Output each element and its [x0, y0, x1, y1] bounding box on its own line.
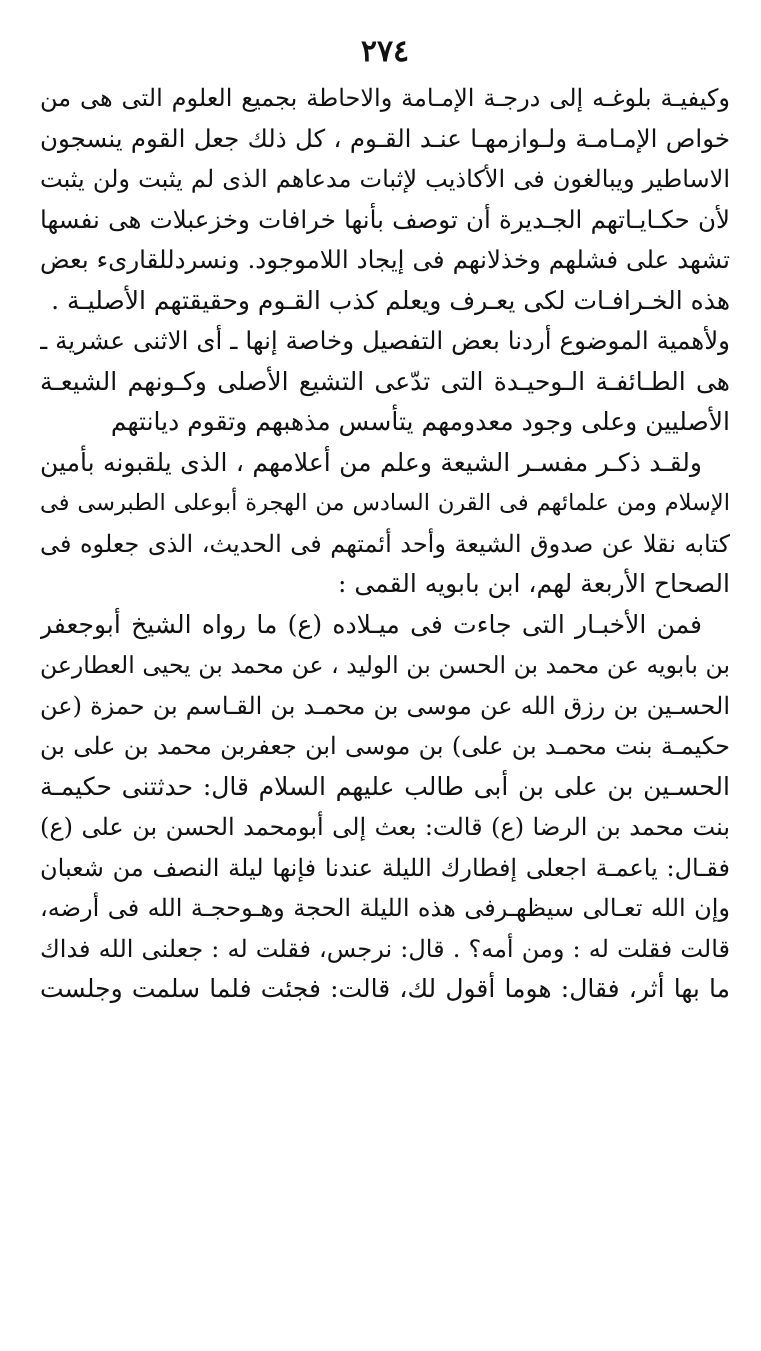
text-line: بنت محمد بن الرضا (ع) قالت: بعث إلى أبومحمد الحسن بن على (ع) [40, 813, 730, 841]
document-page [40, 30, 730, 1330]
text-line: بن بابويه عن محمد بن الحسن بن الوليد ، عن محمد بن يحيى العطارعن [40, 651, 730, 679]
text-line: الحسـين بن رزق الله عن موسى بن محمـد بن القـاسم بن حمزة (عن [40, 691, 730, 720]
text-line: فقـال: ياعمـة اجعلى إفطارك الليلة عندنا فإنها ليلة النصف من شعبان [40, 853, 730, 882]
text-line: وكيفيـة بلوغـه إلى درجـة الإمـامة والاحاطة بجميع العلوم التى هى من [40, 84, 730, 112]
text-line: ولقـد ذكـر مفسـر الشيعة وعلم من أعلامهم ، الذى يلقبونه بأمين [40, 447, 702, 477]
page-number: ٢٧٤ [360, 34, 410, 69]
text-body [40, 78, 730, 1010]
text-line: الصحاح الأربعة لهم، ابن بابويه القمى : [337, 569, 730, 598]
text-line: الاساطير ويبالغون فى الأكاذيب لإثبات مدعاهم الذى لم يثبت ولن يثبت [40, 165, 730, 193]
text-line: تشهد على فشلهم وخذلانهم فى إيجاد اللاموجود. ونسردللقارىء بعض [40, 245, 730, 274]
text-line: فمن الأخبـار التى جاءت فى ميـلاده (ع) ما رواه الشيخ أبوجعفر [40, 609, 702, 639]
text-line: ولأهمية الموضوع أردنا بعض التفصيل وخاصة إنها ـ أى الاثنى عشرية ـ [40, 326, 730, 355]
text-line: قالت فقلت له : ومن أمه؟ . قال: نرجس، فقلت له : جعلنى الله فداك [40, 934, 730, 963]
text-line: الأصليين وعلى وجود معدومهم يتأسس مذهبهم وتقوم ديانتهم [110, 407, 730, 436]
text-line: لأن حكـايـاتهم الجـديرة أن توصف بأنها خرافات وخزعبلات هى نفسها [40, 204, 730, 234]
text-line: هى الطـائفـة الـوحيـدة التى تدّعى التشيع الأصلى وكـونهم الشيعـة [40, 366, 730, 396]
text-line: حكيمـة بنت محمـد بن على) بن موسى ابن جعفربن محمد بن على بن [40, 732, 730, 760]
text-line: الحسـين بن على بن أبى طالب عليهم السلام قال: حدثتنى حكيمـة [40, 771, 730, 801]
text-line: خواص الإمـامـة ولـوازمهـا عنـد القـوم ، كل ذلك جعل القوم ينسجون [40, 123, 730, 153]
text-line: ما بها أثر، فقال: هوما أقول لك، قالت: فجئت فلما سلمت وجلست [40, 974, 730, 1003]
text-line: هذه الخـرافـات لكى يعـرف ويعلم كذب القـوم وحقيقتهم الأصليـة . [51, 285, 730, 315]
text-line: كتابه نقلا عن صدوق الشيعة وأحد أئمتهم فى الحديث، الذى جعلوه فى [40, 529, 730, 558]
text-line: الإسلام ومن علمائهم فى القرن السادس من الهجرة أبوعلى الطبرسى فى [40, 490, 730, 516]
text-line: وإن الله تعـالى سيظهـرفى هذه الليلة الحجة وهـوحجـة الله فى أرضه، [40, 894, 730, 922]
